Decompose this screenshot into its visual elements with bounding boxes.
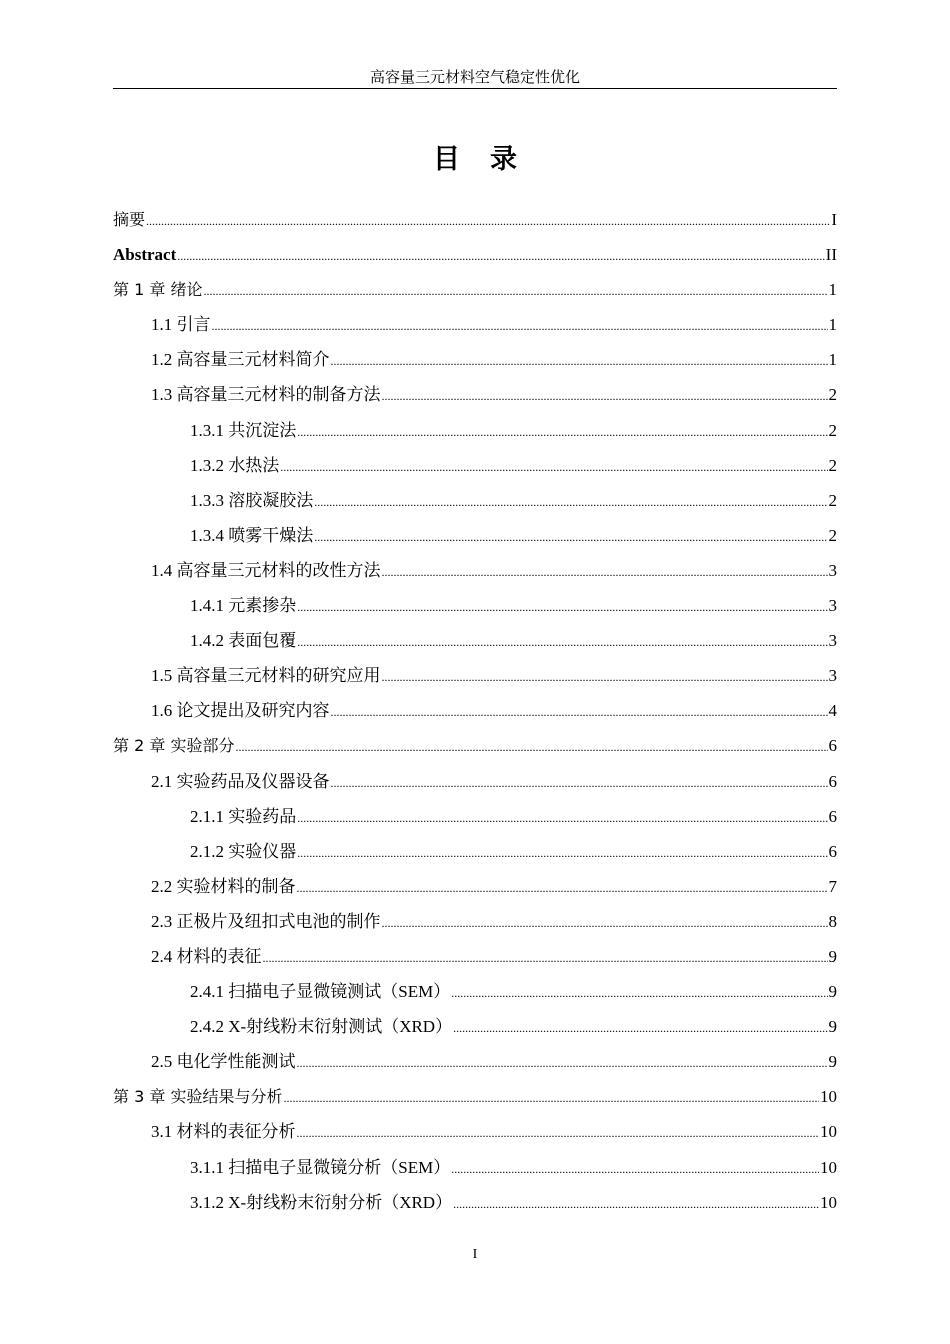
- toc-dot-leader: [297, 871, 828, 906]
- toc-entry[interactable]: [113, 518, 837, 553]
- toc-entry-label: 1.4.1 元素掺杂: [190, 596, 297, 616]
- toc-entry-page: 2: [828, 420, 837, 440]
- toc-entry-page: 2: [828, 455, 837, 475]
- toc-entry[interactable]: [113, 693, 837, 728]
- toc-entry-page: 6: [828, 771, 837, 791]
- toc-entry-label: 3.1.2 X-射线粉末衍射分析（XRD）: [190, 1192, 453, 1212]
- toc-entry-label: 1.3.3 溶胶凝胶法: [190, 490, 314, 510]
- toc-entry-label: 2.1.2 实验仪器: [190, 841, 297, 861]
- toc-dot-leader: [451, 976, 827, 1011]
- toc-entry-label: 3.1.1 扫描电子显微镜分析（SEM）: [190, 1157, 451, 1177]
- toc-entry[interactable]: [113, 939, 837, 974]
- toc-dot-leader: [297, 1046, 828, 1081]
- toc-entry-label: 1.4.2 表面包覆: [190, 631, 297, 651]
- toc-entry[interactable]: [113, 307, 837, 342]
- toc-entry-page: 9: [828, 946, 837, 966]
- toc-dot-leader: [263, 941, 828, 976]
- toc-entry-page: 2: [828, 385, 837, 405]
- toc-entry-label: 1.3.1 共沉淀法: [190, 420, 297, 440]
- toc-entry[interactable]: [113, 1009, 837, 1044]
- toc-entry[interactable]: [113, 272, 837, 307]
- toc-entry[interactable]: [113, 413, 837, 448]
- toc-entry[interactable]: [113, 1114, 837, 1149]
- toc-entry-page: 10: [820, 1087, 837, 1107]
- toc-entry[interactable]: [113, 448, 837, 483]
- toc-entry[interactable]: [113, 342, 837, 377]
- toc-entry[interactable]: [113, 869, 837, 904]
- toc-dot-leader: [331, 344, 828, 379]
- toc-entry-page: 1: [828, 280, 837, 300]
- toc-dot-leader: [382, 906, 828, 941]
- toc-entry-page: 2: [828, 525, 837, 545]
- toc-dot-leader: [283, 1081, 819, 1116]
- toc-entry-label: 2.1 实验药品及仪器设备: [151, 771, 330, 791]
- table-of-contents: [113, 202, 837, 1220]
- toc-entry-label: 第 2 章 实验部分: [113, 736, 235, 756]
- toc-dot-leader: [314, 520, 827, 555]
- toc-entry-label: 1.1 引言: [151, 315, 211, 335]
- toc-dot-leader: [297, 1116, 820, 1151]
- toc-dot-leader: [314, 485, 827, 520]
- toc-entry-page: 1: [828, 350, 837, 370]
- toc-entry-page: 10: [820, 1122, 837, 1142]
- toc-dot-leader: [453, 1187, 819, 1222]
- toc-entry-page: 7: [828, 876, 837, 896]
- toc-entry-page: 8: [828, 911, 837, 931]
- toc-dot-leader: [297, 836, 827, 871]
- toc-dot-leader: [212, 309, 828, 344]
- toc-entry[interactable]: [113, 483, 837, 518]
- toc-entry-label: 1.4 高容量三元材料的改性方法: [151, 560, 381, 580]
- toc-entry-label: 2.1.1 实验药品: [190, 806, 297, 826]
- toc-entry[interactable]: [113, 834, 837, 869]
- toc-entry-label: 1.2 高容量三元材料简介: [151, 350, 330, 370]
- toc-entry[interactable]: [113, 1079, 837, 1114]
- toc-entry[interactable]: [113, 623, 837, 658]
- toc-entry-page: 6: [828, 806, 837, 826]
- toc-entry-page: I: [831, 210, 837, 229]
- toc-entry-label: 3.1 材料的表征分析: [151, 1122, 296, 1142]
- toc-dot-leader: [331, 695, 828, 730]
- toc-entry-page: 3: [828, 631, 837, 651]
- toc-entry-label: 2.2 实验材料的制备: [151, 876, 296, 896]
- toc-entry[interactable]: [113, 904, 837, 939]
- toc-entry-label: 2.4.1 扫描电子显微镜测试（SEM）: [190, 982, 451, 1002]
- running-header: 高容量三元材料空气稳定性优化: [369, 70, 580, 86]
- page-number: I: [472, 1247, 478, 1262]
- toc-entry-page: 9: [828, 982, 837, 1002]
- toc-entry[interactable]: [113, 728, 837, 763]
- toc-dot-leader: [382, 555, 828, 590]
- toc-dot-leader: [297, 590, 827, 625]
- toc-entry-label: 1.3.2 水热法: [190, 455, 280, 475]
- toc-entry[interactable]: [113, 1044, 837, 1079]
- toc-entry[interactable]: [113, 237, 837, 272]
- toc-dot-leader: [297, 415, 827, 450]
- toc-entry-page: 6: [828, 736, 837, 756]
- toc-entry-page: 9: [828, 1017, 837, 1037]
- toc-dot-leader: [235, 730, 827, 765]
- toc-entry-label: 2.5 电化学性能测试: [151, 1052, 296, 1072]
- toc-entry-label: 2.3 正极片及纽扣式电池的制作: [151, 911, 381, 931]
- toc-entry-page: 2: [828, 490, 837, 510]
- toc-entry-page: 4: [828, 701, 837, 721]
- toc-dot-leader: [331, 766, 828, 801]
- toc-entry[interactable]: [113, 1185, 837, 1220]
- toc-entry[interactable]: [113, 764, 837, 799]
- toc-entry[interactable]: [113, 1150, 837, 1185]
- toc-entry[interactable]: [113, 799, 837, 834]
- toc-entry-label: 2.4 材料的表征: [151, 946, 262, 966]
- toc-dot-leader: [297, 625, 827, 660]
- toc-entry-label: 第 1 章 绪论: [113, 280, 203, 300]
- toc-entry-label: 2.4.2 X-射线粉末衍射测试（XRD）: [190, 1017, 453, 1037]
- toc-dot-leader: [146, 204, 830, 239]
- toc-dot-leader: [382, 379, 828, 414]
- toc-entry[interactable]: [113, 974, 837, 1009]
- toc-entry[interactable]: [113, 658, 837, 693]
- toc-entry-page: 9: [828, 1052, 837, 1072]
- toc-entry-page: 10: [820, 1192, 837, 1212]
- toc-entry-label: Abstract: [113, 245, 177, 265]
- header-rule: [113, 88, 837, 89]
- toc-dot-leader: [177, 239, 824, 274]
- toc-entry-label: 1.5 高容量三元材料的研究应用: [151, 666, 381, 686]
- toc-entry-page: 3: [828, 596, 837, 616]
- toc-dot-leader: [203, 274, 827, 309]
- toc-entry-page: II: [825, 245, 837, 265]
- toc-entry-label: 摘要: [113, 210, 146, 229]
- toc-entry[interactable]: [113, 588, 837, 623]
- toc-dot-leader: [382, 660, 828, 695]
- toc-entry-page: 6: [828, 841, 837, 861]
- toc-entry-label: 1.3 高容量三元材料的制备方法: [151, 385, 381, 405]
- toc-entry-label: 1.3.4 喷雾干燥法: [190, 525, 314, 545]
- toc-entry-page: 10: [820, 1157, 837, 1177]
- toc-dot-leader: [280, 450, 827, 485]
- toc-dot-leader: [453, 1011, 827, 1046]
- toc-dot-leader: [451, 1152, 819, 1187]
- toc-entry[interactable]: [113, 202, 837, 237]
- toc-title: 目录: [433, 144, 547, 175]
- toc-entry-label: 1.6 论文提出及研究内容: [151, 701, 330, 721]
- toc-entry[interactable]: [113, 553, 837, 588]
- toc-entry[interactable]: [113, 377, 837, 412]
- toc-entry-label: 第 3 章 实验结果与分析: [113, 1087, 283, 1107]
- toc-entry-page: 3: [828, 560, 837, 580]
- toc-dot-leader: [297, 801, 827, 836]
- toc-entry-page: 3: [828, 666, 837, 686]
- toc-entry-page: 1: [828, 315, 837, 335]
